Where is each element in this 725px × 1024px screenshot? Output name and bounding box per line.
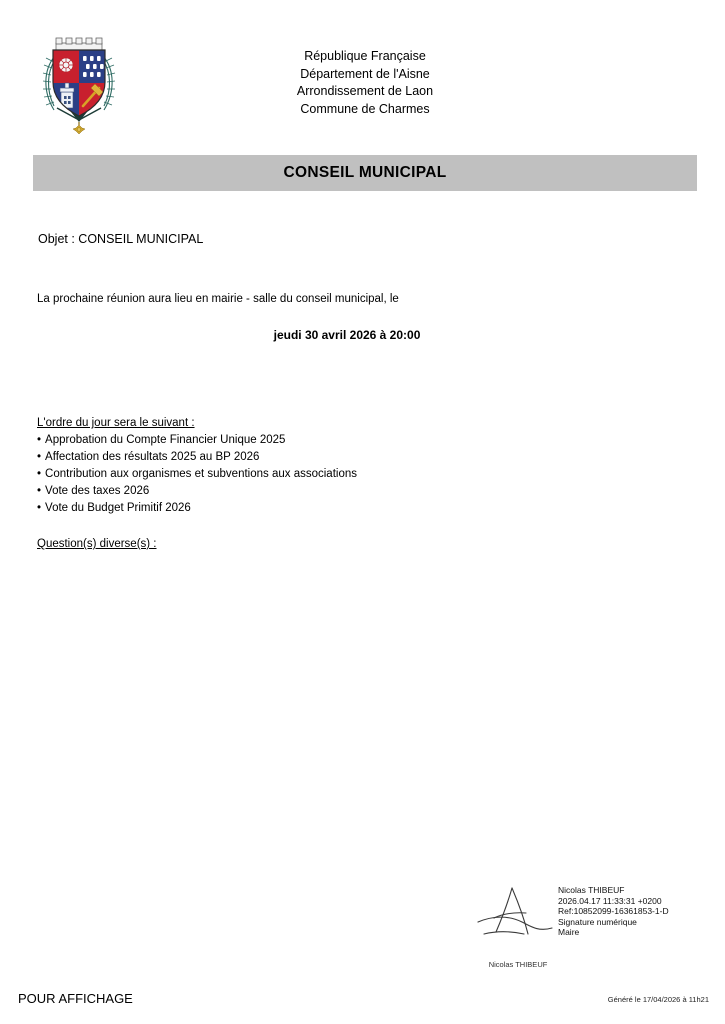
meeting-datetime: jeudi 30 avril 2026 à 20:00 bbox=[273, 328, 421, 342]
signature-meta-type: Signature numérique bbox=[558, 916, 637, 927]
list-item bbox=[37, 500, 537, 517]
agenda-section bbox=[37, 417, 537, 517]
signature-meta-timestamp: 2026.04.17 11:33:31 +0200 bbox=[558, 895, 662, 906]
signature-meta-name: Nicolas THIBEUF bbox=[558, 885, 625, 895]
bullet-icon: • bbox=[37, 485, 42, 497]
bullet-icon: • bbox=[37, 502, 42, 514]
document-header bbox=[0, 28, 725, 133]
meeting-intro-line: La prochaine réunion aura lieu en mairie - salle du conseil municipal, le bbox=[37, 293, 399, 305]
agenda-list bbox=[37, 432, 537, 517]
list-item bbox=[37, 432, 537, 449]
footer-display-notice: POUR AFFICHAGE bbox=[18, 991, 133, 1006]
commune-coat-of-arms-icon bbox=[33, 30, 125, 135]
agenda-item-label: Contribution aux organismes et subventions aux associations bbox=[45, 468, 357, 480]
document-title-banner bbox=[33, 155, 697, 191]
objet-line: Objet : CONSEIL MUNICIPAL bbox=[38, 232, 204, 246]
list-item bbox=[37, 466, 537, 483]
page-title: CONSEIL MUNICIPAL bbox=[283, 164, 447, 181]
bullet-icon: • bbox=[37, 468, 42, 480]
footer-generated-timestamp: Généré le 17/04/2026 à 11h21 bbox=[607, 995, 709, 1004]
agenda-item-label: Approbation du Compte Financier Unique 2025 bbox=[45, 434, 286, 446]
agenda-item-label: Affectation des résultats 2025 au BP 2026 bbox=[45, 451, 260, 463]
bullet-icon: • bbox=[37, 434, 42, 446]
agenda-item-label: Vote des taxes 2026 bbox=[45, 485, 150, 497]
agenda-heading: L'ordre du jour sera le suivant : bbox=[37, 417, 195, 429]
list-item bbox=[37, 483, 537, 500]
header-line-arrondissement: Arrondissement de Laon bbox=[296, 84, 434, 98]
signature-meta-reference: Ref:10852099-16361853-1-D bbox=[558, 906, 669, 917]
signature-meta-role: Maire bbox=[558, 927, 580, 938]
agenda-item-label: Vote du Budget Primitif 2026 bbox=[45, 502, 191, 514]
signature-metadata bbox=[558, 885, 669, 938]
signature-block bbox=[462, 880, 707, 980]
bullet-icon: • bbox=[37, 451, 42, 463]
header-line-republic: République Française bbox=[304, 49, 426, 63]
list-item bbox=[37, 449, 537, 466]
handwritten-signature-icon bbox=[468, 882, 568, 952]
header-line-departement: Département de l'Aisne bbox=[300, 66, 430, 81]
header-administrative-lines bbox=[180, 48, 550, 118]
header-line-commune: Commune de Charmes bbox=[300, 101, 430, 116]
questions-diverses-heading: Question(s) diverse(s) : bbox=[37, 538, 157, 550]
signature-caption: Nicolas THIBEUF bbox=[488, 960, 548, 969]
